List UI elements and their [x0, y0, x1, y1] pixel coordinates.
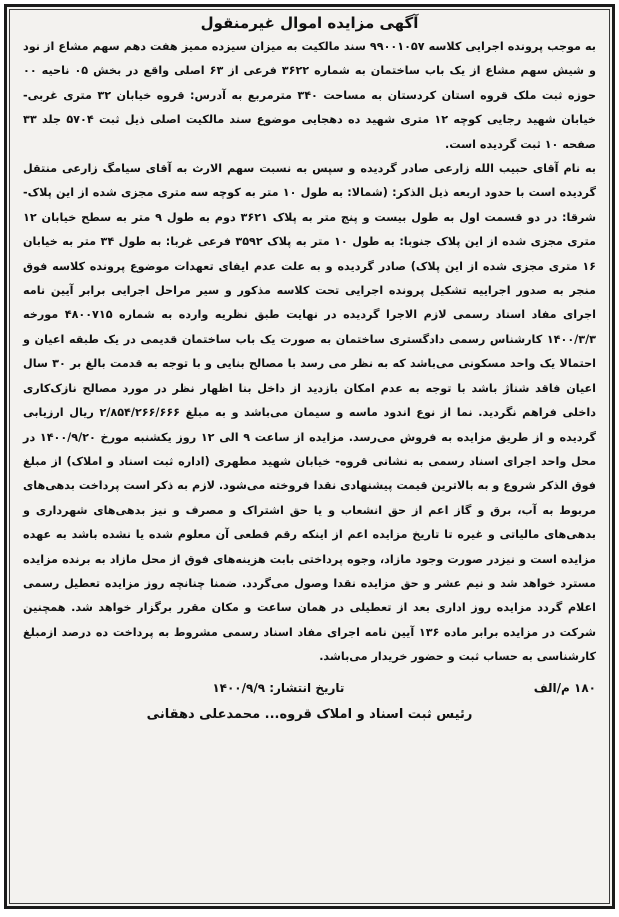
notice-paragraph-terms: به نام آقای حبیب الله زارعی صادر گردیده و سپس به نسبت سهم الارث به آقای سیامگ زارعی منتقل گردیده است با حدود اربعه ذیل الذکر: (شمالا: به طول ۱۰ متر به کوچه سه متری مجزی شده از این پلاک-شرقا: در دو قسمت اول به طول بیست و پنج متر به پلاک ۳۶۲۱ دوم به طول ۹ متر به سطح خیابان ۱۲ متری مجزی شده از این پلاک جنوبا: به طول ۱۰ متر به پلاک ۳۵۹۲ فرعی غربا: به طول ۳۴ متر به خیابان ۱۶ متری مجزی شده از این پلاک) صادر گردیده و به علت عدم ایفای تعهدات موضوع پرونده کلاسه فوق منجر به صدور اجراییه تشکیل پرونده اجرایی تحت کلاسه مذکور و سیر مراحل اجرایی برابر آیین نامه اجرای مفاد اسناد رسمی لازم الاجرا گردیده در نهایت طبق نظریه وارده به شماره ۴۸۰۰۷۱۵ مورخه ۱۴۰۰/۳/۳ کارشناس رسمی دادگستری ساختمان به صورت یک باب ساختمان قدیمی در یک طبقه اعیان و احتمالا یک واحد مسکونی می‌باشد که به نظر می رسد با مصالح بنایی و با توجه به قدمت بالغ بر ۳۰ سال اعیان فاقد شناژ باشد با توجه به عدم امکان بازدید از داخل بنا اظهار نظر در مورد مصالح نازک‌کاری داخلی فراهم نگردید. نما از نوع اندود ماسه و سیمان می‌باشد و به مبلغ ۲/۸۵۴/۲۶۶/۶۶۶ ریال ارزیابی گردیده و از طریق مزایده به فروش می‌رسد. مزایده از ساعت ۹ الی ۱۲ روز یکشنبه مورخ ۱۴۰۰/۹/۲۰ در محل واحد اجرای اسناد رسمی به نشانی قروه- خیابان شهید مطهری (اداره ثبت اسناد و املاک) از مبلغ فوق الذکر شروع و به بالاترین قیمت پیشنهادی نقدا فروخته می‌شود. لازم به ذکر است پرداخت بدهی‌های مربوط به آب، برق و گاز اعم از حق انشعاب و یا حق اشتراک و مصرف و نیز بدهی‌های شهرداری و بدهی‌های مالیاتی و غیره تا تاریخ مزایده اعم از اینکه رقم قطعی آن معلوم شده یا نشده باشد به عهده مزایده است و نیزدر صورت وجود مازاد، وجوه پرداختی بابت هزینه‌های فوق از محل مازاد به برنده مزایده مسترد خواهد شد و نیم عشر و حق مزایده نقدا وصول می‌گردد. ضمنا چنانچه روز مزایده تعطیل رسمی اعلام گردد مزایده روز اداری بعد از تعطیلی در همان ساعت و مکان مقرر برگزار خواهد شد. همچنین شرکت در مزایده برابر ماده ۱۳۶ آیین نامه اجرای مفاد اسناد رسمی مشروط به پرداخت ده درصد ازمبلغ کارشناسی به حساب ثبت و حضور خریدار می‌باشد. [23, 162, 596, 664]
auction-notice [4, 4, 615, 909]
signature-line: رئیس ثبت اسناد و املاک قروه... محمدعلی دهقانی [146, 706, 473, 722]
notice-paragraph-property: به موجب پرونده اجرایی کلاسه ۹۹۰۰۱۰۵۷ سند مالکیت به میزان سیزده ممیز هفت دهم سهم مشاع از نود و شیش سهم مشاع از یک باب ساختمان به شماره ۳۶۲۲ فرعی از ۶۳ اصلی واقع در بخش ۰۵ ناحیه ۰۰ حوزه ثبت ملک قروه استان کردستان به مساحت ۳۴۰ مترمربع به آدرس: قروه خیابان ۳۲ متری غربی- خیابان شهید رجایی کوچه ۱۲ متری شهید ده دهجایی موضوع سند مالکیت اصلی ذیل ثبت ۵۷۰۴ جلد ۳۳ صفحه ۱۰ ثبت گردیده است. [23, 40, 597, 151]
footer-row [23, 676, 596, 700]
reference-number: ۱۸۰ م/الف [533, 680, 596, 695]
publish-date: تاریخ انتشار: ۱۴۰۰/۹/۹ [212, 680, 345, 695]
notice-title: آگهی مزایده اموال غیرمنقول [200, 14, 419, 32]
notice-footer [23, 676, 596, 728]
